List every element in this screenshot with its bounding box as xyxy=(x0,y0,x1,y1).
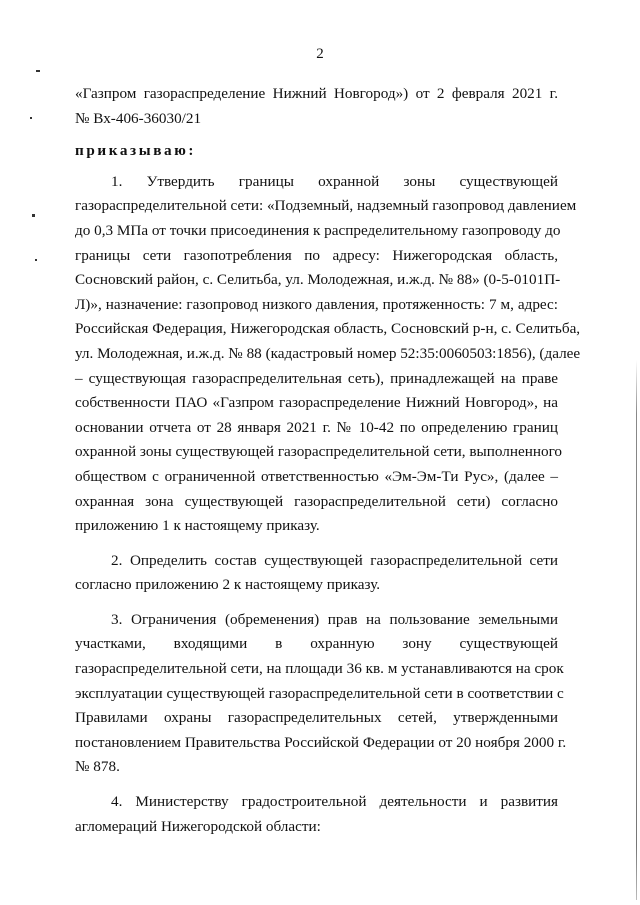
scan-mark xyxy=(36,70,40,72)
text-line: № 878. xyxy=(75,758,120,776)
paragraph-2-line: 2. Определить состав существующей газораспределительной сети xyxy=(111,551,558,569)
text-line: обществом с ограниченной ответственностью «Эм-Эм-Ти Рус», (далее – xyxy=(75,467,558,485)
page-number: 2 xyxy=(316,46,324,62)
text-line: Правилами охраны газораспределительных сетей, утвержденными xyxy=(75,709,558,727)
text-line: агломераций Нижегородской области: xyxy=(75,817,321,835)
text-line: участками, входящими в охранную зону существующей xyxy=(75,635,558,653)
text-line: ул. Молодежная, и.ж.д. № 88 (кадастровый номер 52:35:0060503:1856), (далее xyxy=(75,344,581,362)
text-line: основании отчета от 28 января 2021 г. № 10-42 по определению границ xyxy=(75,418,558,436)
text-line: № Вх-406-36030/21 xyxy=(75,109,202,127)
text-line: эксплуатации существующей газораспределительной сети в соответствии с xyxy=(75,684,564,702)
scan-edge-line xyxy=(636,360,637,900)
scan-mark xyxy=(32,214,35,217)
text-line: границы сети газопотребления по адресу: Нижегородская область, xyxy=(75,246,558,264)
text-line: охранная зона существующей газораспределительной сети) согласно xyxy=(75,492,558,510)
text-line: охранной зоны существующей газораспределительной сети, выполненного xyxy=(75,443,563,461)
text-line: Российская Федерация, Нижегородская область, Сосновский р-н, с. Селитьба, xyxy=(75,320,581,338)
text-line: приложению 1 к настоящему приказу. xyxy=(75,517,320,535)
text-line: «Газпром газораспределение Нижний Новгород») от 2 февраля 2021 г. xyxy=(75,85,558,102)
text-line: газораспределительной сети: «Подземный, надземный газопровод давлением xyxy=(75,197,577,215)
scan-mark xyxy=(35,259,37,261)
text-line: согласно приложению 2 к настоящему приказу. xyxy=(75,576,381,594)
paragraph-3-line: 3. Ограничения (обременения) прав на пользование земельными xyxy=(111,610,558,628)
paragraph-1-line: 1. Утвердить границы охранной зоны существующей xyxy=(111,172,558,190)
text-line: постановлением Правительства Российской Федерации от 20 ноября 2000 г. xyxy=(75,733,567,751)
text-line: Л)», назначение: газопровод низкого давления, протяженность: 7 м, адрес: xyxy=(75,295,558,313)
paragraph-4-line: 4. Министерству градостроительной деятельности и развития xyxy=(111,793,558,811)
order-heading: приказываю: xyxy=(75,142,197,160)
text-line: до 0,3 МПа от точки присоединения к распределительному газопроводу до xyxy=(75,221,561,239)
scan-mark xyxy=(30,117,32,119)
text-line: – существующая газораспределительная сеть), принадлежащей на праве xyxy=(75,369,558,387)
text-line: собственности ПАО «Газпром газораспределение Нижний Новгород», на xyxy=(75,394,558,412)
document-body xyxy=(75,82,581,839)
text-line: газораспределительной сети, на площади 36 кв. м устанавливаются на срок xyxy=(75,660,564,678)
text-line: Сосновский район, с. Селитьба, ул. Молодежная, и.ж.д. № 88» (0-5-0101П- xyxy=(75,271,561,289)
